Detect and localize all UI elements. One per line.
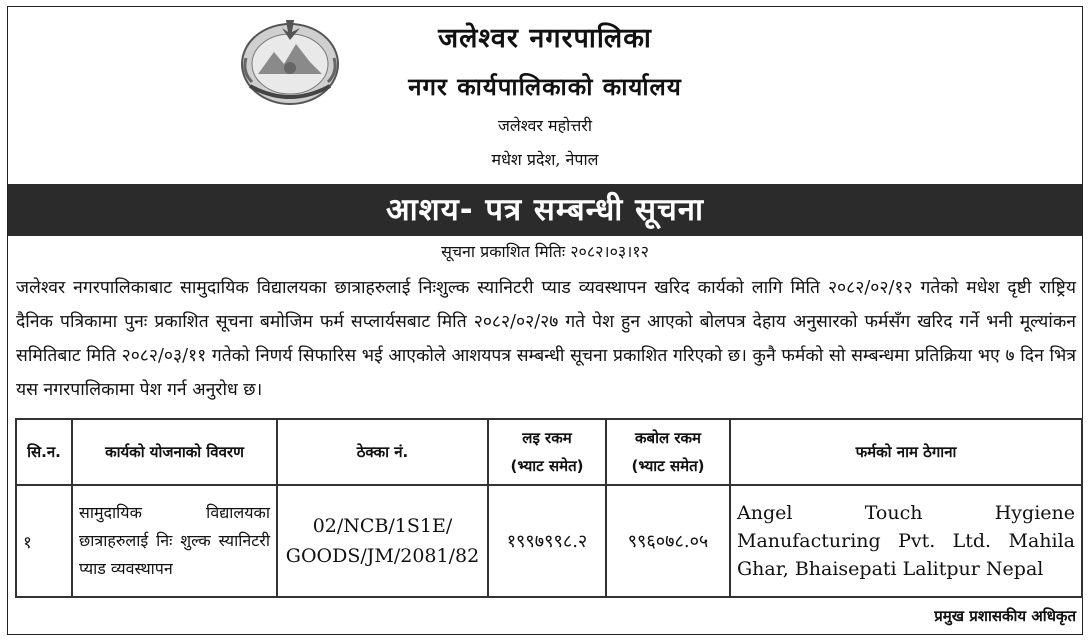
cell-firm: Angel Touch Hygiene Manufacturing Pvt. Ltd. Mahila Ghar, Bhaisepati Lalitpur Nepal — [730, 485, 1082, 597]
published-date: सूचना प्रकाशित मितिः २०८२।०३।१२ — [441, 242, 649, 261]
header-firm: फर्मको नाम ठेगाना — [730, 419, 1082, 485]
cell-contract-no — [277, 485, 488, 597]
award-table — [15, 418, 1083, 598]
contract-no-line2: GOODS/JM/2081/82 — [285, 545, 480, 567]
notice-body: जलेश्वर नगरपालिकाबाट सामुदायिक विद्यालयका छात्राहरुलाई निःशुल्क स्यानिटरी प्याड व्यवस्थापन खरिद कार्यको लागि मिति २०८२/०२/१२ गतेको मधेश दृष्टी राष्ट्रिय दैनिक पत्रिकामा पुनः प्रकाशित सूचना बमोजिम फर्म सप्लार्यसबाट मिति २०८२/०२/२७ गते पेश हुन आएको बोलपत्र देहाय अनुसारको फर्मसँग खरिद गर्ने भनी मूल्यांकन समितिबाट मिति २०८२/०३/११ गतेको निणर्य सिफारिस भई आएकोले आशयपत्र सम्बन्धी सूचना प्रकाशित गरिएको छ। कुनै फर्मको सो सम्बन्धमा प्रतिक्रिया भए ७ दिन भित्र यस नगरपालिकामा पेश गर्न अनुरोध छ। — [16, 278, 1076, 400]
municipality-name: जलेश्वर नगरपालिका — [438, 23, 652, 54]
header-sn: सि.न. — [16, 419, 72, 485]
header-amount — [488, 419, 606, 485]
header-amount-line1: लइ रकम — [522, 429, 572, 447]
header-bid — [606, 419, 730, 485]
header-bid-line1: कबोल रकम — [635, 429, 701, 447]
cell-sn: १ — [16, 485, 72, 597]
contract-no-line1: 02/NCB/1S1E/ — [312, 515, 453, 537]
office-name: नगर कार्यपालिकाको कार्यालय — [408, 73, 682, 101]
office-province: मधेश प्रदेश, नेपाल — [491, 150, 599, 169]
table-header-row — [16, 419, 1082, 485]
cell-bid: ९९६०७८.०५ — [606, 485, 730, 597]
header-contract-no: ठेक्का नं. — [277, 419, 488, 485]
header-amount-line2: (भ्याट समेत) — [510, 457, 584, 475]
header-description: कार्यको योजनाको विवरण — [72, 419, 277, 485]
header-bid-line2: (भ्याट समेत) — [631, 457, 705, 475]
signatory: प्रमुख प्रशासकीय अधिकृत — [934, 607, 1076, 625]
notice-title-banner: आशय- पत्र सम्बन्धी सूचना — [8, 184, 1082, 236]
office-location: जलेश्वर महोत्तरी — [498, 116, 592, 135]
table-row — [16, 485, 1082, 597]
cell-amount: १९९७९९८.२ — [488, 485, 606, 597]
cell-description: सामुदायिक विद्यालयका छात्राहरुलाई निः शुल्क स्यानिटरी प्याड व्यवस्थापन — [72, 485, 277, 597]
